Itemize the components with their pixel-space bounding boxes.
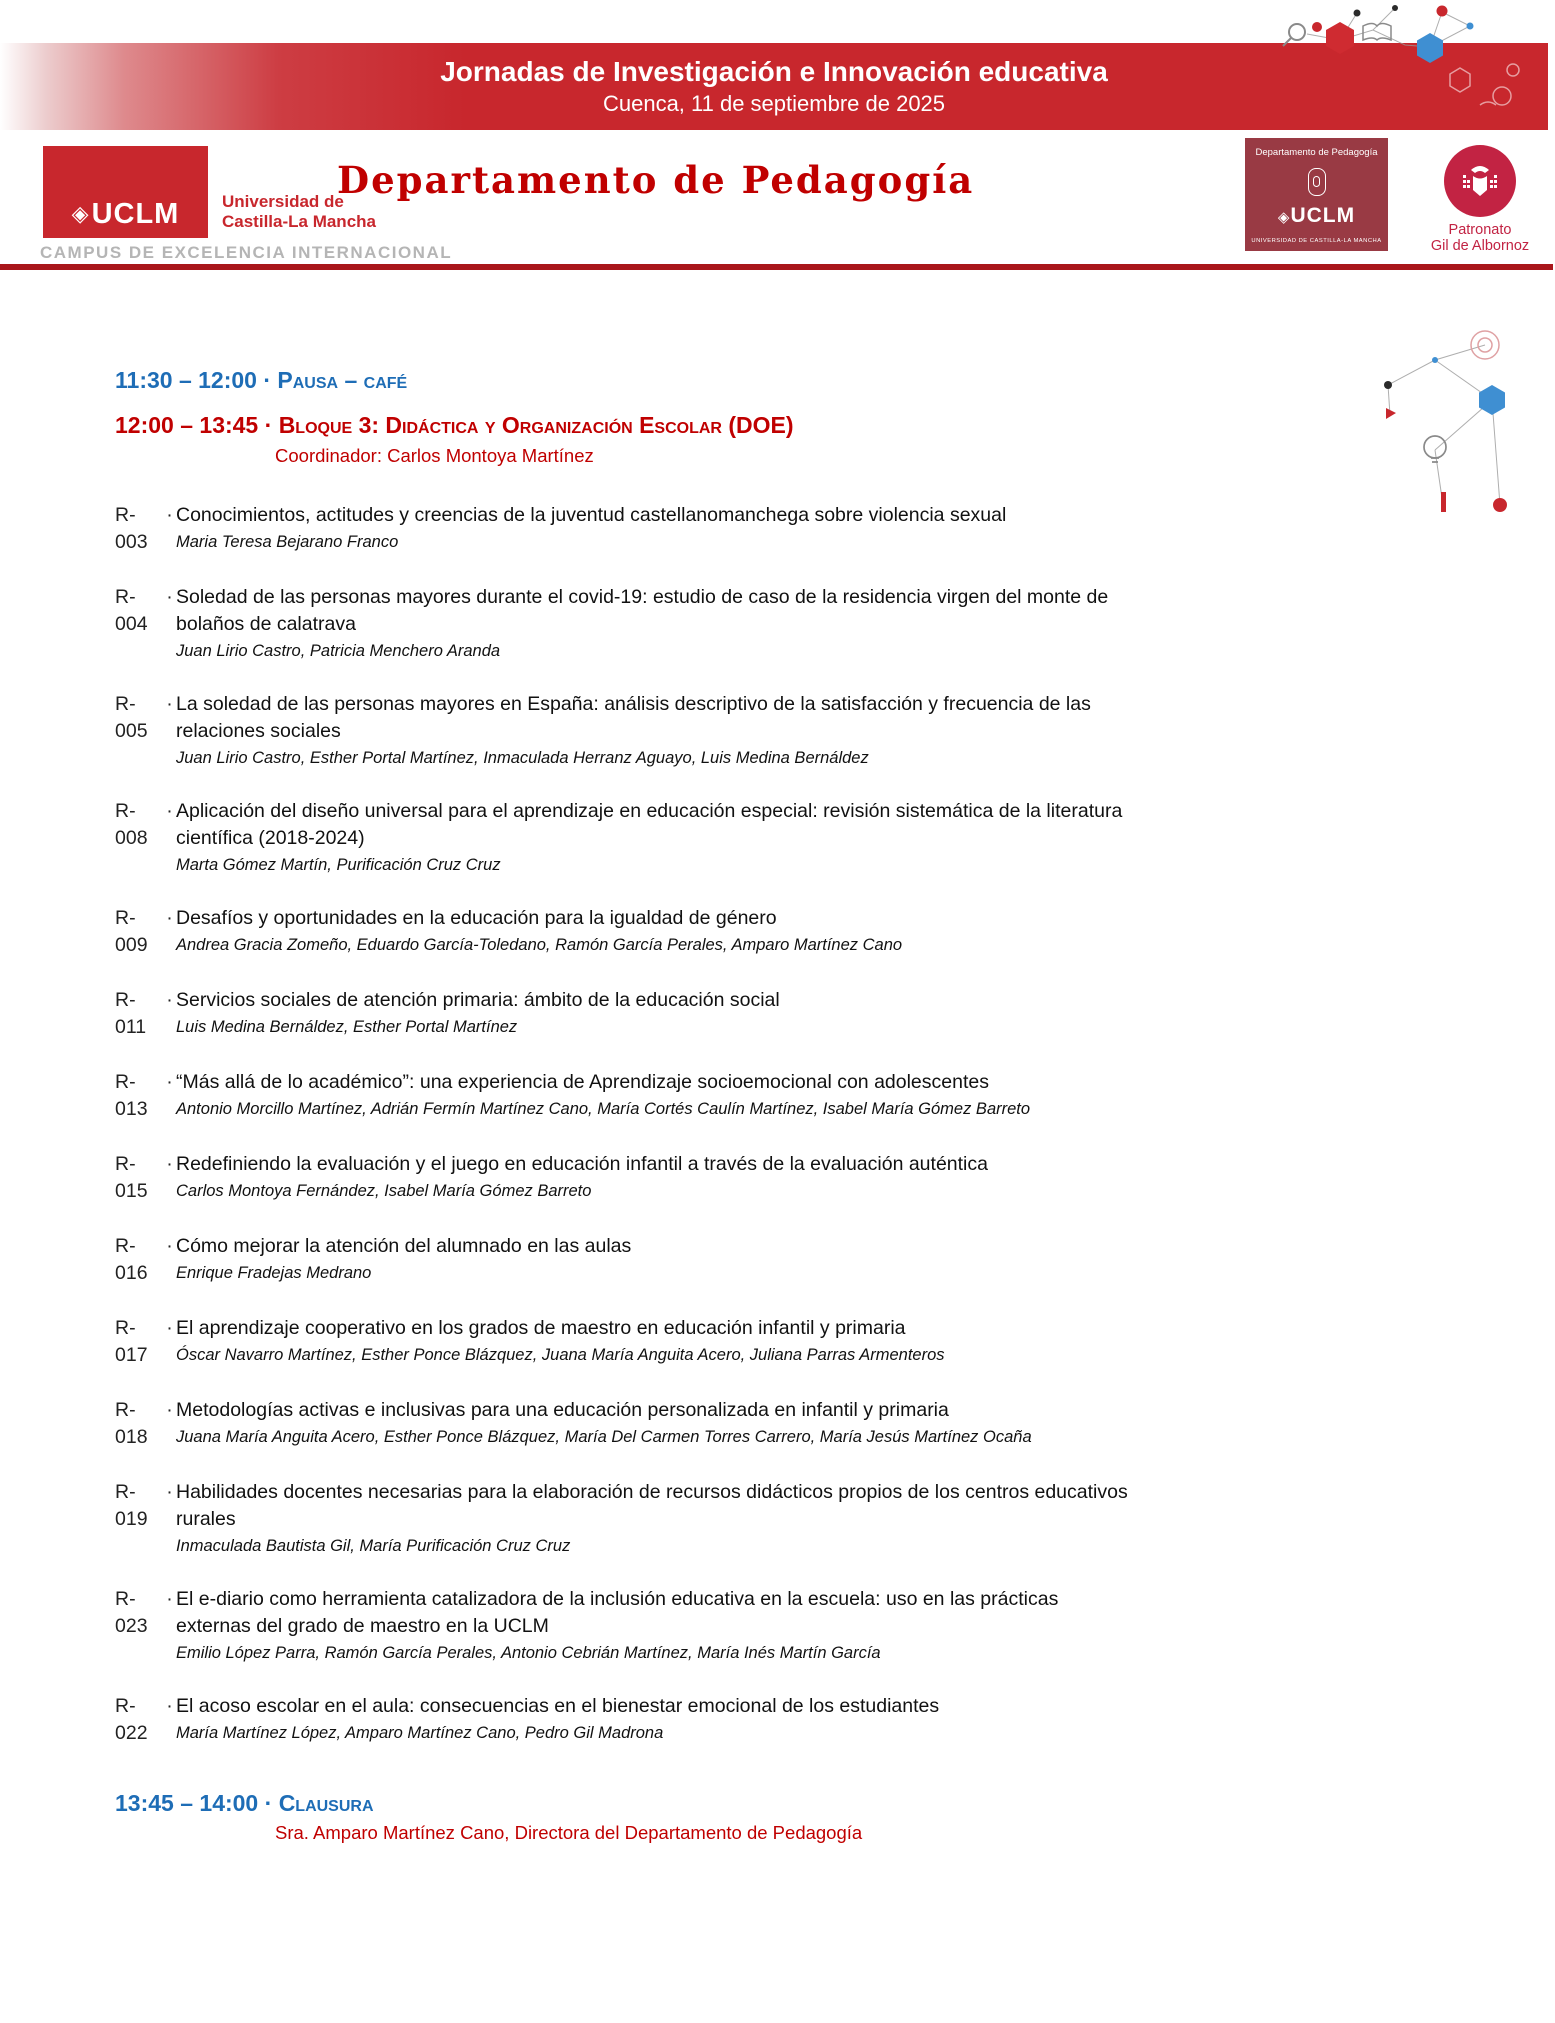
session-title: Cómo mejorar la atención del alumnado en las aulas <box>176 1235 632 1257</box>
session-authors: Maria Teresa Bejarano Franco <box>176 533 399 551</box>
page-header <box>0 130 1555 264</box>
session-code: R-019 <box>115 1481 148 1530</box>
header-divider-rule <box>0 264 1553 270</box>
session-item <box>115 1151 1275 1205</box>
session-title: Servicios sociales de atención primaria: ámbito de la educación social <box>176 989 780 1011</box>
session-code: R-022 <box>115 1695 148 1744</box>
session-code: R-017 <box>115 1317 148 1366</box>
event-date-location: Cuenca, 11 de septiembre de 2025 <box>602 90 946 116</box>
session-code: R-023 <box>115 1588 148 1637</box>
session-title: Aplicación del diseño universal para el aprendizaje en educación especial: revisión sistemática de la literatura científica (2018-2024) <box>176 800 1123 849</box>
session-code: R-004 <box>115 586 148 635</box>
session-code: R-015 <box>115 1153 148 1202</box>
session-item <box>115 1233 1275 1287</box>
session-authors: Inmaculada Bautista Gil, María Purificación Cruz Cruz <box>176 1537 571 1555</box>
session-item <box>115 1315 1275 1369</box>
session-authors: Enrique Fradejas Medrano <box>176 1264 372 1282</box>
session-authors: Andrea Gracia Zomeño, Eduardo García-Toledano, Ramón García Perales, Amparo Martínez Cano <box>176 936 903 954</box>
session-code: R-003 <box>115 504 148 553</box>
pedagogia-emblem-icon <box>1308 168 1326 196</box>
session-separator: · <box>166 693 173 715</box>
session-separator: · <box>166 1481 173 1503</box>
session-separator: · <box>166 800 173 822</box>
session-separator: · <box>166 1153 173 1175</box>
session-separator: · <box>166 504 173 526</box>
session-authors: Emilio López Parra, Ramón García Perales, Antonio Cebrián Martínez, María Inés Martín García <box>176 1644 881 1662</box>
session-code: R-008 <box>115 800 148 849</box>
session-code: R-011 <box>115 989 147 1038</box>
red-flag <box>1386 408 1396 419</box>
uclm-diamond-icon: ◈ <box>71 201 90 226</box>
session-item <box>115 1693 1275 1747</box>
blue-hexagon-2 <box>1479 385 1505 415</box>
department-title: Departamento de Pedagogía <box>337 158 975 202</box>
session-authors: Juan Lirio Castro, Patricia Menchero Aranda <box>176 642 501 660</box>
session-separator: · <box>166 907 173 929</box>
event-banner <box>0 43 1548 130</box>
session-separator: · <box>166 1071 173 1093</box>
session-title: Redefiniendo la evaluación y el juego en educación infantil a través de la evaluación auténtica <box>176 1153 988 1175</box>
session-title: Soledad de las personas mayores durante el covid-19: estudio de caso de la residencia virgen del monte de bolaños de calatrava <box>176 586 1109 635</box>
session-code: R-005 <box>115 693 148 742</box>
session-title: La soledad de las personas mayores en España: análisis descriptivo de la satisfacción y frecuencia de las relaciones sociales <box>176 693 1091 742</box>
clausura-heading: 13:45 – 14:00 · Clausura <box>115 1790 374 1816</box>
session-title: El e-diario como herramienta catalizadora de la inclusión educativa en la escuela: uso en las prácticas externas del grado de maestro en la UCLM <box>176 1588 1059 1637</box>
session-authors: Carlos Montoya Fernández, Isabel María Gómez Barreto <box>176 1182 592 1200</box>
session-item <box>115 691 1275 770</box>
university-name: Universidad de Castilla-La Mancha <box>222 192 376 231</box>
session-separator: · <box>166 586 173 608</box>
session-separator: · <box>166 1317 173 1339</box>
session-title: Desafíos y oportunidades en la educación para la igualdad de género <box>176 907 777 929</box>
session-list <box>115 502 1275 1747</box>
lightbulb-icon <box>1424 436 1446 462</box>
dot <box>1354 10 1361 17</box>
book-icon <box>1363 24 1391 41</box>
session-authors: Juan Lirio Castro, Esther Portal Martínez, Inmaculada Herranz Aguayo, Luis Medina Bernáldez <box>176 749 869 767</box>
session-title: El aprendizaje cooperativo en los grados de maestro en educación infantil y primaria <box>176 1317 906 1339</box>
uclm-diamond-icon: ◈ <box>1277 209 1291 226</box>
uclm-logo <box>43 146 208 238</box>
patronato-gil-albornoz-logo: Patronato Gil de Albornoz <box>1425 145 1535 254</box>
session-separator: · <box>166 1399 173 1421</box>
session-authors: Luis Medina Bernáldez, Esther Portal Martínez <box>176 1018 518 1036</box>
session-title: Conocimientos, actitudes y creencias de la juventud castellanomanchega sobre violencia sexual <box>176 504 1007 526</box>
session-title: “Más allá de lo académico”: una experiencia de Aprendizaje socioemocional con adolescentes <box>176 1071 989 1093</box>
session-code: R-016 <box>115 1235 148 1284</box>
session-item <box>115 798 1275 877</box>
session-code: R-013 <box>115 1071 148 1120</box>
pausa-heading: 11:30 – 12:00 · Pausa – café <box>115 367 408 393</box>
departamento-pedagogia-logo: Departamento de Pedagogía ◈UCLM UNIVERSIDAD DE CASTILLA-LA MANCHA <box>1245 138 1388 251</box>
session-item <box>115 1069 1275 1123</box>
red-bar <box>1441 492 1446 512</box>
session-title: El acoso escolar en el aula: consecuencias en el bienestar emocional de los estudiantes <box>176 1695 940 1717</box>
session-item <box>115 987 1275 1041</box>
session-code: R-009 <box>115 907 148 956</box>
session-authors: Juana María Anguita Acero, Esther Ponce Blázquez, María Del Carmen Torres Carrero, María Jesús Martínez Ocaña <box>176 1428 1032 1446</box>
session-separator: · <box>166 989 173 1011</box>
event-title: Jornadas de Investigación e Innovación educativa <box>440 55 1108 87</box>
session-item <box>115 1397 1275 1451</box>
bloque3-heading: 12:00 – 13:45 · Bloque 3: Didáctica y Organización Escolar (DOE) <box>115 412 794 438</box>
session-separator: · <box>166 1588 173 1610</box>
session-item <box>115 1479 1275 1558</box>
session-separator: · <box>166 1235 173 1257</box>
clausura-note: Sra. Amparo Martínez Cano, Directora del Departamento de Pedagogía <box>275 1822 863 1843</box>
session-separator: · <box>166 1695 173 1717</box>
schedule-content <box>115 352 1275 1844</box>
session-item <box>115 905 1275 959</box>
session-authors: Óscar Navarro Martínez, Esther Ponce Blázquez, Juana María Anguita Acero, Juliana Parras Armenteros <box>176 1346 945 1364</box>
session-code: R-018 <box>115 1399 148 1448</box>
session-authors: Antonio Morcillo Martínez, Adrián Fermín Martínez Cano, María Cortés Caulín Martínez, Isabel María Gómez Barreto <box>176 1100 1031 1118</box>
patronato-shield-icon <box>1444 145 1516 217</box>
uclm-logo-text: UCLM <box>91 198 180 230</box>
session-authors: Marta Gómez Martín, Purificación Cruz Cruz <box>176 856 501 874</box>
session-authors: María Martínez López, Amparo Martínez Cano, Pedro Gil Madrona <box>176 1724 664 1742</box>
rosette-icon <box>1471 331 1499 359</box>
bloque3-coordinator: Coordinador: Carlos Montoya Martínez <box>275 445 594 466</box>
campus-excellence-caption: CAMPUS DE EXCELENCIA INTERNACIONAL <box>40 243 453 262</box>
session-item <box>115 1586 1275 1665</box>
session-title: Metodologías activas e inclusivas para una educación personalizada en infantil y primaria <box>176 1399 949 1421</box>
session-item <box>115 502 1275 556</box>
session-title: Habilidades docentes necesarias para la elaboración de recursos didácticos propios de los centros educativos rurales <box>176 1481 1128 1530</box>
session-item <box>115 584 1275 663</box>
